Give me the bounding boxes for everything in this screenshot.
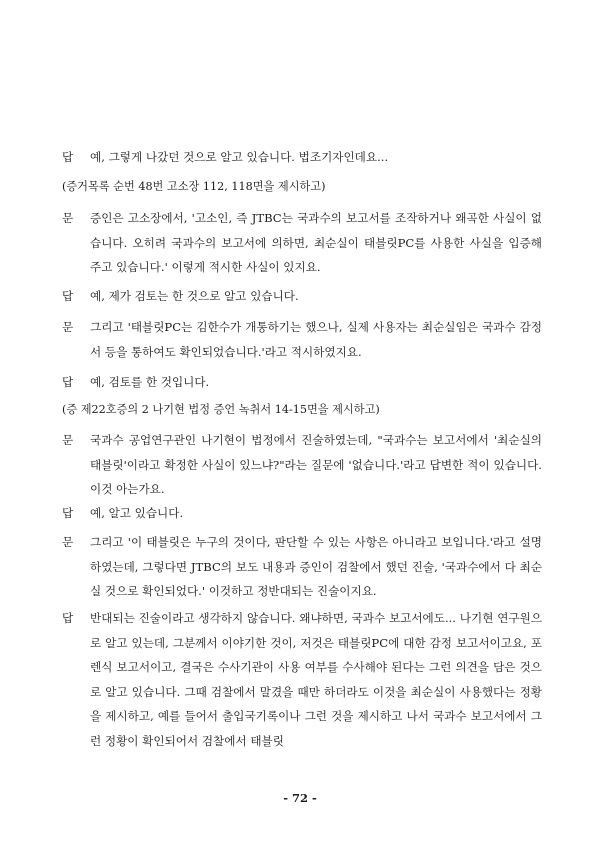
speaker-label: 답 <box>62 611 74 625</box>
speaker-label: 문 <box>62 433 74 447</box>
speaker-label: 답 <box>62 150 74 164</box>
entry-text: 반대되는 진술이라고 생각하지 않습니다. 왜냐하면, 국과수 보고서에도... 나기현 연구원으로 알고 있는데, 그분께서 이야기한 것이, 저것은 태블릿PC에 대한 감정 보고서이고요, 포렌식 보고서이고, 결국은 수사기관이 사용 여부를 수사해야 된다는 그런 의견을 담은 것으로 알고 있습니다. 그때 검찰에서 말겼을 때만 하더라도 이것을 최순실이 사용했다는 정황을 제시하고, 예를 들어서 출입국기록이나 그런 것을 제시하고 나서 국과수 보고서에서 그런 정황이 확인되어서 검찰에서 태블릿 <box>90 611 542 748</box>
entry-text: 예, 알고 있습니다. <box>90 506 184 520</box>
exhibit-note: (증 제22호증의 2 나기현 법정 증언 녹취서 14-15면을 제시하고) <box>62 403 380 416</box>
answer-entry <box>62 501 542 526</box>
speaker-label: 문 <box>62 535 74 549</box>
question-entry <box>62 530 542 604</box>
speaker-label: 문 <box>62 320 74 334</box>
speaker-label: 답 <box>62 289 74 303</box>
speaker-label: 문 <box>62 211 74 225</box>
page-number: - 72 - <box>283 791 317 805</box>
speaker-label: 답 <box>62 375 74 389</box>
question-entry <box>62 315 542 364</box>
entry-text: 증인은 고소장에서, '고소인, 즉 JTBC는 국과수의 보고서를 조작하거나 왜곡한 사실이 없습니다. 오히려 국과수의 보고서에 의하면, 최순실이 태블릿PC를 사용한 사실을 입증해 주고 있습니다.' 이렇게 적시한 사실이 있지요. <box>90 211 542 274</box>
entry-text: 그리고 '태블릿PC는 김한수가 개통하기는 했으나, 실제 사용자는 최순실임은 국과수 감정서 등을 통하여도 확인되었습니다.'라고 적시하였지요. <box>90 320 542 359</box>
question-entry <box>62 428 542 502</box>
question-entry <box>62 206 542 280</box>
speaker-label: 답 <box>62 506 74 520</box>
answer-entry <box>62 606 542 753</box>
entry-text: 그리고 '이 태블릿은 누구의 것이다, 판단할 수 있는 사항은 아니라고 보입니다.'라고 설명하였는데, 그렇다면 JTBC의 보도 내용과 증인이 검찰에서 했던 진술, '국과수에서 다 최순실 것으로 확인되었다.' 이것하고 정반대되는 진술이지요. <box>90 535 542 598</box>
answer-entry <box>62 370 542 395</box>
entry-text: 예, 검토를 한 것입니다. <box>90 375 210 389</box>
answer-entry <box>62 145 542 170</box>
entry-text: 국과수 공업연구관인 나기현이 법정에서 진술하였는데, "국과수는 보고서에서 '최순실의 태블릿'이라고 확정한 사실이 있느냐?"라는 질문에 '없습니다.'라고 답변한 적이 있습니다. 이것 아는가요. <box>90 433 542 496</box>
entry-text: 예, 제가 검토는 한 것으로 알고 있습니다. <box>90 289 299 303</box>
exhibit-note: (증거목록 순번 48번 고소장 112, 118면을 제시하고) <box>62 180 326 193</box>
entry-text: 예, 그렇게 나갔던 것으로 알고 있습니다. 법조기자인데요... <box>90 150 389 164</box>
answer-entry <box>62 284 542 309</box>
